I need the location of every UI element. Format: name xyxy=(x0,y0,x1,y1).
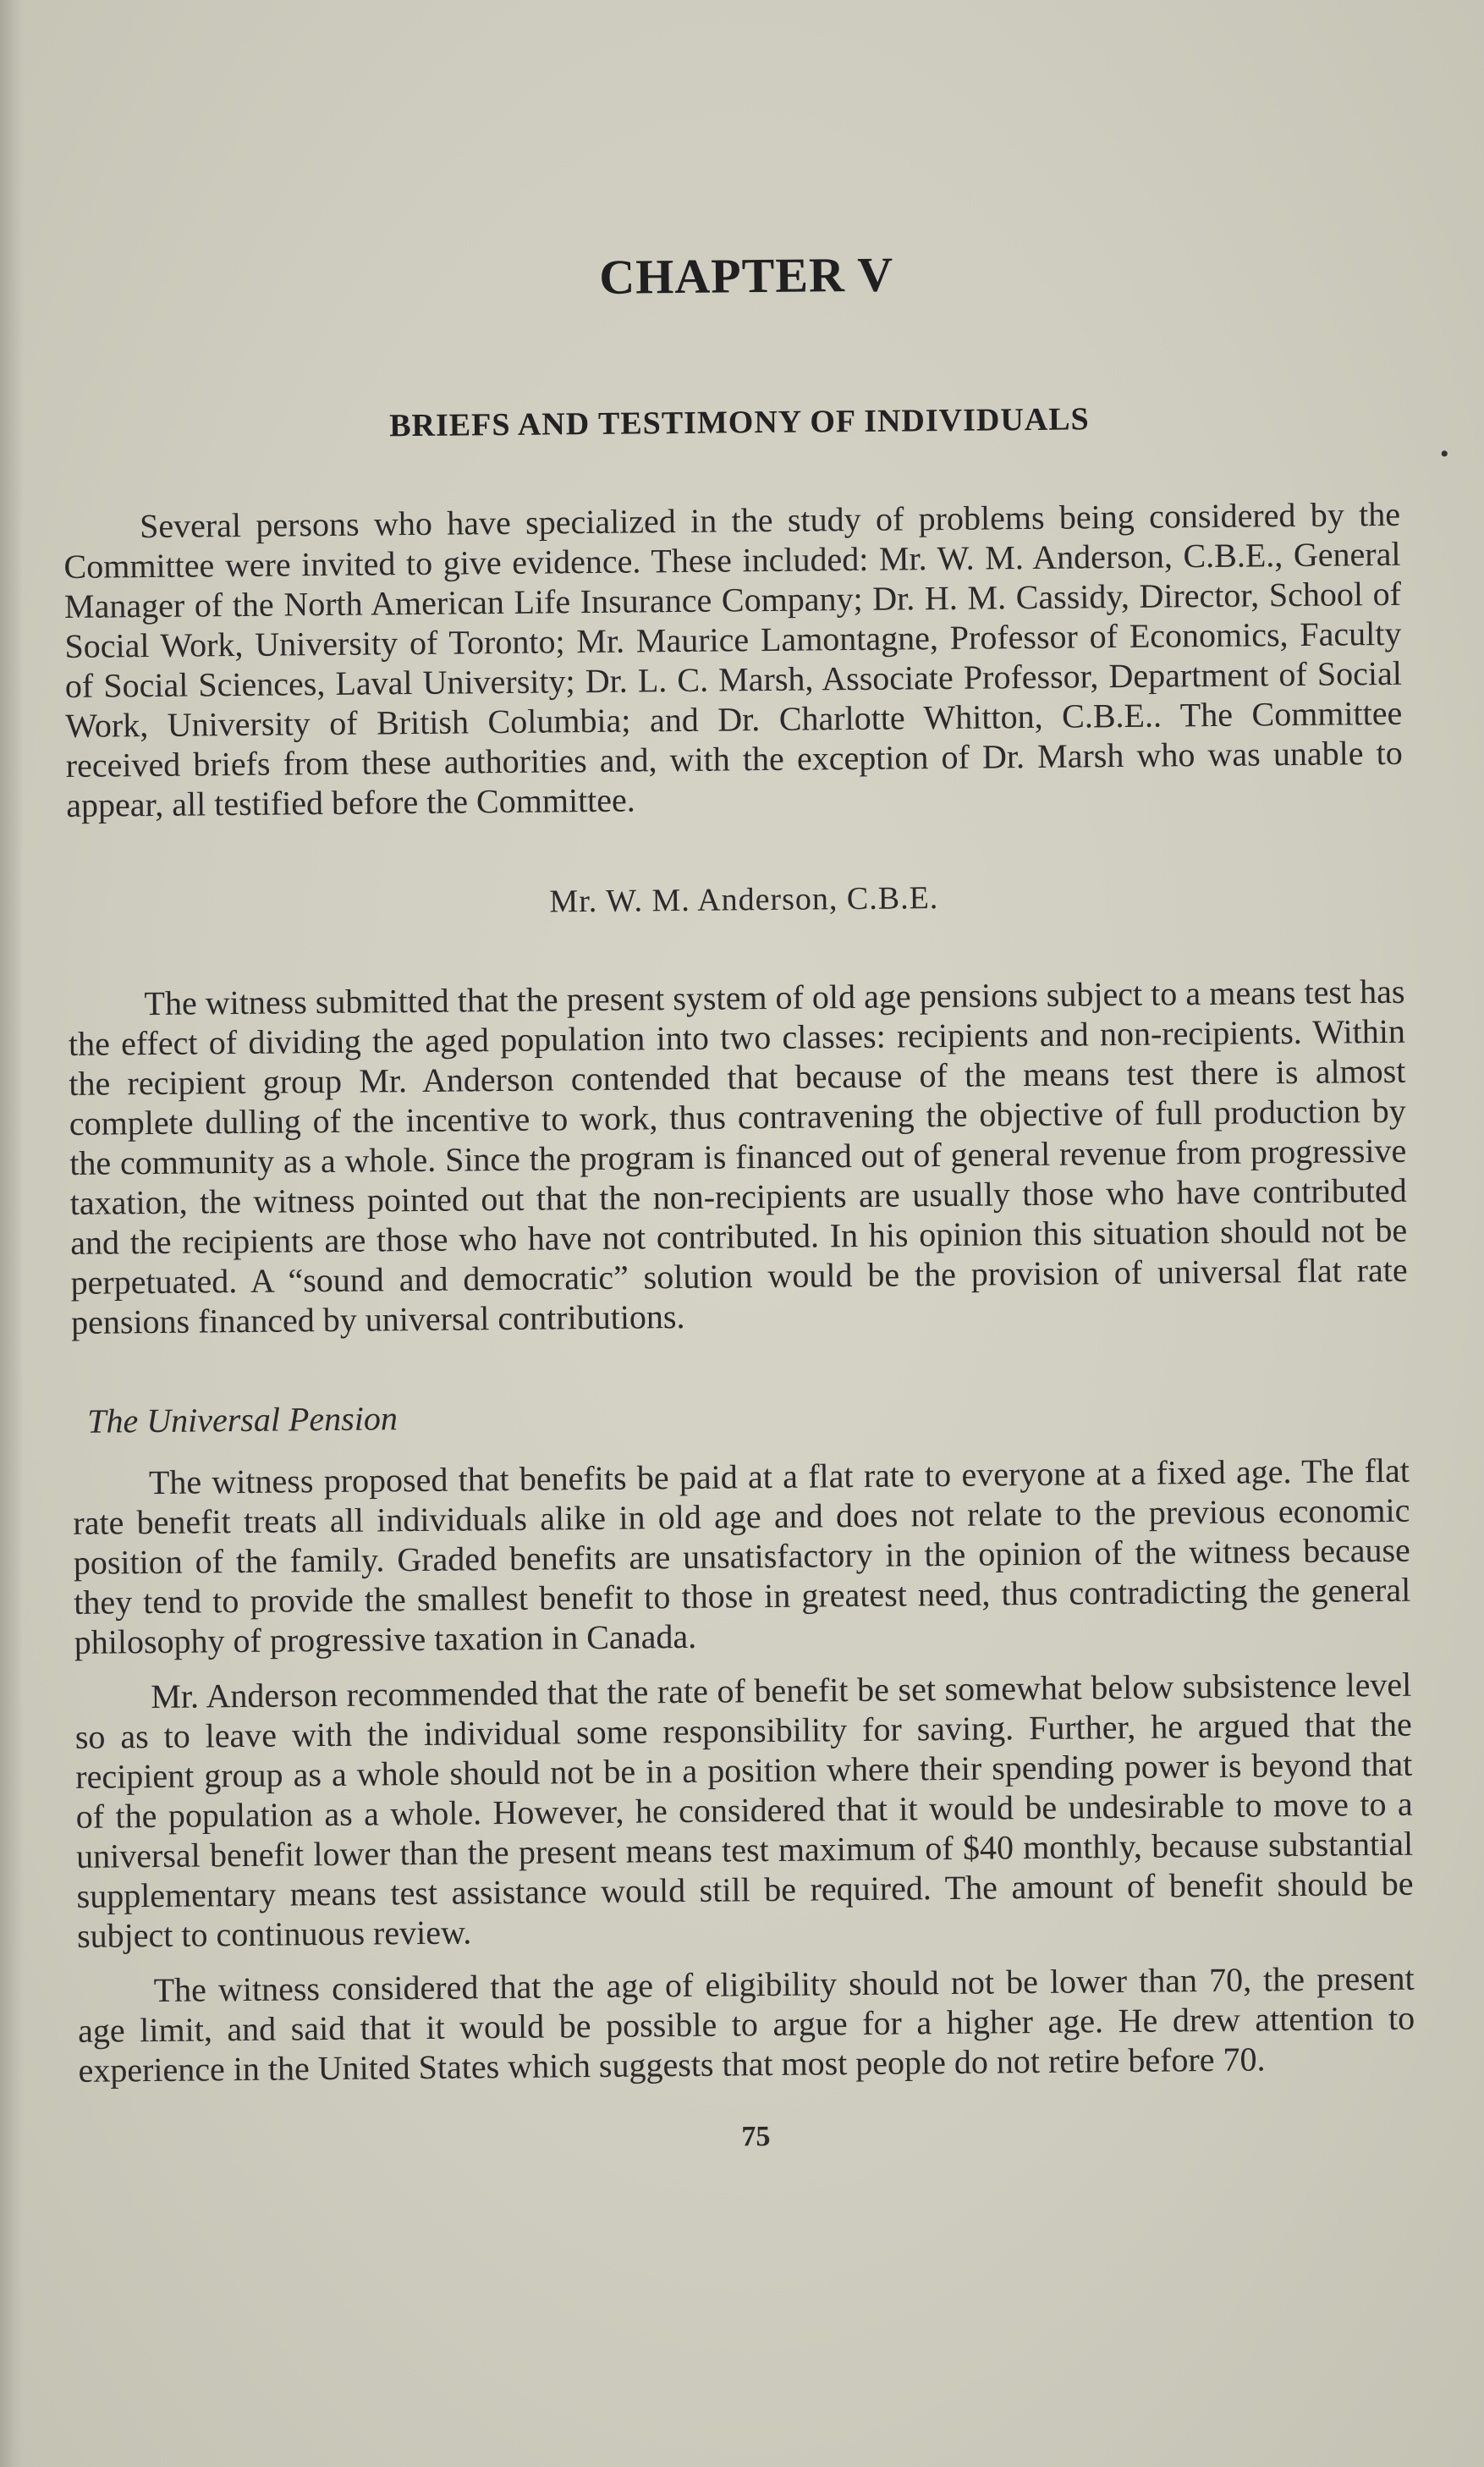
body-paragraph: The witness considered that the age of eligibility should not be lower than 70, the present age limit, and said that it would be possible to argue for a higher age. He drew attention to experience in the United States which suggests that most people do not retire before 70. xyxy=(77,1958,1415,2090)
section-title: BRIEFS AND TESTIMONY OF INDIVIDUALS xyxy=(389,401,1090,444)
chapter-title: CHAPTER V xyxy=(599,246,894,305)
page-content xyxy=(61,241,1416,2160)
intro-paragraph: Several persons who have specialized in the study of problems being considered by the Committee were invited to give evidence. These included: Mr. W. M. Anderson, C.B.E., General Manager of the North American Life Insurance Company; Dr. H. M. Cassidy, Director, School of Social Work, University of Toronto; Mr. Maurice Lamontagne, Professor of Economics, Faculty of Social Sciences, Laval University; Dr. L. C. Marsh, Associate Professor, Department of Social Work, University of British Columbia; and Dr. Charlotte Whitton, C.B.E.. The Committee received briefs from these authorities and, with the exception of Dr. Marsh who was unable to appear, all testified before the Committee. xyxy=(63,494,1403,824)
body-paragraph: Mr. Anderson recommended that the rate of benefit be set somewhat below subsistence level so as to leave with the individual some responsibility for saving. Further, he argued that the recipient group as a whole should not be in a position where their spending power is beyond that of the population as a whole. However, he considered that it would be undesirable to move to a universal benefit lower than the present means test maximum of $40 monthly, because substantial supplementary means test assistance would still be required. The amount of benefit should be subject to continuous review. xyxy=(74,1665,1414,1955)
page-number: 75 xyxy=(741,2121,771,2153)
body-paragraph: The witness proposed that benefits be paid at a flat rate to everyone at a fixed age. The flat rate benefit treats all individuals alike in old age and does not relate to the previous economic position of the family. Graded benefits are unsatisfactory in the opinion of the witness because they tend to provide the smallest benefit to those in greatest need, thus contradicting the general philosophy of progressive taxation in Canada. xyxy=(73,1451,1411,1661)
witness-heading: Mr. W. M. Anderson, C.B.E. xyxy=(549,880,939,920)
subheading-universal-pension: The Universal Pension xyxy=(87,1399,398,1440)
page-binding-edge xyxy=(0,0,24,2467)
anderson-paragraph: The witness submitted that the present system of old age pensions subject to a means test has the effect of dividing the aged population into two classes: recipients and non-recipients. Within the recipient group Mr. Anderson contended that because of the means test there is almost complete dulling of the incentive to work, thus contravening the objective of full production by the community as a whole. Since the program is financed out of general revenue from progressive taxation, the witness pointed out that the non-recipients are usually those who have contributed and the recipients are those who have not contributed. In his opinion this situation should not be perpetuated. A “sound and democratic” solution would be the provision of universal flat rate pensions financed by universal contributions. xyxy=(68,972,1408,1341)
stray-ink-mark: • xyxy=(1440,440,1449,468)
